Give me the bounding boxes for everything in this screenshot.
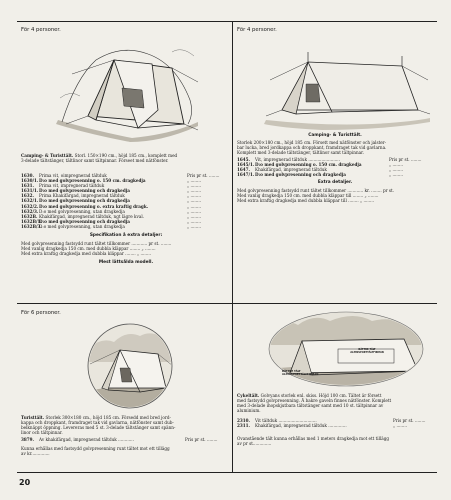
sign-line: BÄTTRE TÄLT — [358, 348, 376, 351]
intro-line: linor och tältpinnar. — [21, 430, 63, 436]
spec-line: Med extra kraftig dragkedja med dubbla kläppar till ........ „ ........ — [237, 198, 374, 204]
center-rule — [232, 21, 233, 472]
item-price: „ ........ — [187, 203, 201, 209]
item-code: 1632/2. — [21, 203, 39, 209]
item-desc: Av khakifärgad, impregnerad tältduk ............ — [39, 437, 134, 442]
item-code: 1630. — [21, 173, 34, 178]
item-desc: D:o med golvpresenning och dragkedja — [39, 188, 130, 194]
item-desc: D:o med golvpresenning och dragkedja — [39, 198, 130, 204]
intro-text — [237, 393, 437, 413]
spec-title: Specifikation å extra detaljer: — [89, 233, 163, 238]
spec-line: Med golvpresenning fastsydd runt tältet tillkommer ............ kr. ........ pr st. — [237, 188, 395, 193]
item-code: 2311. — [237, 423, 250, 429]
item-desc: D:o med golvpresenning o. extra kraftig dragk. — [39, 203, 149, 209]
closing-line: Ovanstående tält kunna erhållas med 1 meters dragkedja mot ett tillägg — [237, 436, 390, 441]
closing-text — [237, 436, 437, 446]
closing-text — [21, 446, 229, 456]
item-code: 1645/1. — [237, 162, 255, 168]
bottom-rule — [17, 472, 437, 473]
tent-sign — [340, 348, 394, 354]
item-code: 1647. — [237, 167, 250, 173]
model-name: Turisttält. — [21, 415, 45, 420]
item-price: „ ........ — [187, 208, 201, 214]
tent-sign-lower — [282, 370, 362, 376]
item-price: „ ........ — [187, 183, 201, 189]
intro-text-run: Golvyans storlek enl. skiss. Höjd 100 cm. Tältet är försett — [260, 393, 382, 398]
intro-text — [21, 415, 229, 435]
closing-line: av pr st.............. — [237, 441, 272, 447]
spec-line: Med vanlig dragkedja 150 cm. med dubbla kläppar till ........ „ ........ — [237, 193, 379, 199]
item-list — [21, 437, 229, 442]
item-price: Pris pr st. ........ — [393, 418, 426, 423]
panel-heading: För 6 personer. — [21, 310, 61, 316]
spec-lines — [237, 188, 433, 203]
item-list — [21, 173, 231, 229]
intro-line: kappa och droppkant, framdraget tak vid gavlarna, nätfönster samt dub- — [21, 420, 174, 426]
item-code: 2310. — [237, 418, 250, 423]
list-item — [237, 172, 433, 177]
list-item — [237, 423, 437, 428]
intro-line: bar lucka, bred jordkappa och droppkant, framdraget tak vid gavlarna. — [237, 145, 387, 151]
item-desc: D:o med golvpresenning o. 150 cm. dragkedja — [39, 178, 146, 184]
intro-line: aluminium. — [237, 408, 261, 414]
spec-line: Med extra kraftig dragkedja med dubbla kläppar ........ „ ........ — [21, 251, 152, 257]
item-list — [237, 157, 433, 177]
sign-line: ALPINSPORTTÄLTFIRMAN — [282, 373, 319, 377]
item-desc: Khakifärgad, impregnerad tältduk .............. — [255, 423, 347, 429]
spec-lines — [21, 241, 231, 256]
item-price: „ ........ — [187, 193, 201, 199]
item-list — [237, 418, 437, 428]
intro-text — [21, 153, 231, 163]
panel-heading: För 4 personer. — [237, 27, 277, 33]
sign-line: BÄTTRE TÄLT — [282, 370, 301, 373]
top-rule — [17, 21, 437, 22]
model-name: Camping- & Turisttält. — [308, 133, 362, 138]
item-code: 1647/1. — [237, 172, 255, 178]
item-price: „ ........ — [389, 172, 403, 178]
touring-tent-illustration — [80, 322, 180, 410]
model-name: Cykeltält. — [237, 393, 260, 398]
item-price: „ ........ — [187, 218, 201, 224]
item-code: 1645. — [237, 157, 250, 162]
bestseller-note: Mest lättsålda modell. — [98, 260, 154, 265]
panel-heading: För 4 personer. — [21, 27, 61, 33]
spec-line: Med golvpresenning fastsydd runt tältet tillkommer ............ pr st. ........ — [21, 241, 172, 246]
closing-line: av kr.............. — [21, 451, 50, 457]
item-desc: Vit tältduk ............................. — [255, 418, 317, 423]
item-price: „ ........ — [187, 213, 201, 219]
sign-line: ALPINSPORTTÄLTFIRMAN — [350, 351, 384, 354]
ridge-tent-illustration — [262, 40, 432, 130]
model-name: Camping- & Turisttält. — [21, 153, 74, 158]
item-desc: D:o med golvpresenning och dragkedja — [39, 218, 130, 224]
item-desc: Prima vit, impregnerad tältduk — [39, 183, 105, 189]
item-desc: Khakifärgad, impregnerad tältduk — [255, 167, 327, 173]
intro-line — [21, 158, 231, 163]
intro-text-run: Storlek 300×180 cm., höjd 185 cm. Försedd med bred jord- — [44, 415, 171, 420]
item-code: 1632/1. — [21, 198, 39, 204]
item-desc: D:o med golvpresenning, utan dragkedja — [39, 223, 125, 229]
item-desc: Prima Khakifärgad, impregnerad tältduk — [39, 193, 125, 199]
item-desc: D:o med golvpresenning, utan dragkedja — [39, 208, 125, 214]
item-price: Pris pr st. ........ — [185, 437, 218, 442]
item-desc: Khakifärgad, impregnerad tältduk, ngt lägre kval. — [39, 213, 144, 219]
intro-line: belknäppt öppning. Levereras med 5 st. 3-delade tältstänger samt spänn- — [21, 425, 176, 431]
intro-text-run: 3-delade tältstänger, tältlinor samt tältpinnar. Förseet med nätfönster. — [21, 158, 169, 164]
camping-tent-illustration — [52, 38, 202, 148]
spec-line: Med vanlig dragkedja 150 cm. med dubbla kläppar ........ „ ........ — [21, 246, 156, 252]
item-code: 1631. — [21, 183, 34, 189]
item-price: „ ........ — [389, 162, 403, 168]
list-item — [21, 224, 231, 229]
item-code: 1632B/1. — [21, 218, 42, 224]
item-code: 1632/3. — [21, 208, 39, 214]
item-price: Pris pr st. ........ — [389, 157, 422, 162]
intro-text-run: Storl. 150×190 cm., höjd 185 cm., komplett med — [73, 153, 178, 158]
item-code: 1631/1. — [21, 188, 39, 194]
item-desc: Prima vit, oimpregnerad tältduk — [39, 173, 107, 178]
item-price: Pris pr st. ........ — [187, 173, 220, 178]
spec-title: Extra detaljer. — [317, 180, 353, 185]
item-desc: D:o med golvpresenning och dragkedja — [255, 172, 346, 178]
item-price: „ ........ — [187, 198, 201, 204]
item-code: 1632B. — [21, 213, 38, 219]
middle-rule — [17, 303, 437, 304]
item-code: 1630/1. — [21, 178, 39, 184]
item-price: „ ........ — [389, 167, 403, 173]
item-price: „ ........ — [393, 423, 407, 429]
closing-line: Kunna erhållas med fastsydd golvpresenning runt tältet mot ett tillägg — [21, 446, 170, 451]
item-code: 1632B/3. — [21, 223, 42, 229]
intro-line: Storlek 200×180 cm., höjd 185 cm. Försett med nätfönster och jalster- — [237, 140, 387, 145]
item-desc: D:o med golvpresenning o. 150 cm. dragkedja — [255, 162, 362, 168]
item-price: „ ........ — [187, 178, 201, 184]
intro-line: med 3-delade ihopskjutbara tältstänger samt med 10 st. tältpinnar av — [237, 403, 384, 409]
page-number: 20 — [19, 478, 31, 487]
item-code: 1632. — [21, 193, 34, 199]
intro-line: Komplett med 3-delade tältstänger, tältlinor samt tältpinnar. — [237, 150, 364, 156]
item-price: „ ........ — [187, 188, 201, 194]
item-price: „ ........ — [187, 223, 201, 229]
item-desc: Vit, impregnerad tältduk ........................ — [255, 157, 340, 162]
intro-line: med fastsydd golvpresenning. Å bakre gaveln finnes nätfönster. Komplett — [237, 398, 392, 404]
item-code: 3879. — [21, 437, 34, 442]
list-item — [21, 437, 229, 442]
intro-text — [237, 140, 433, 155]
